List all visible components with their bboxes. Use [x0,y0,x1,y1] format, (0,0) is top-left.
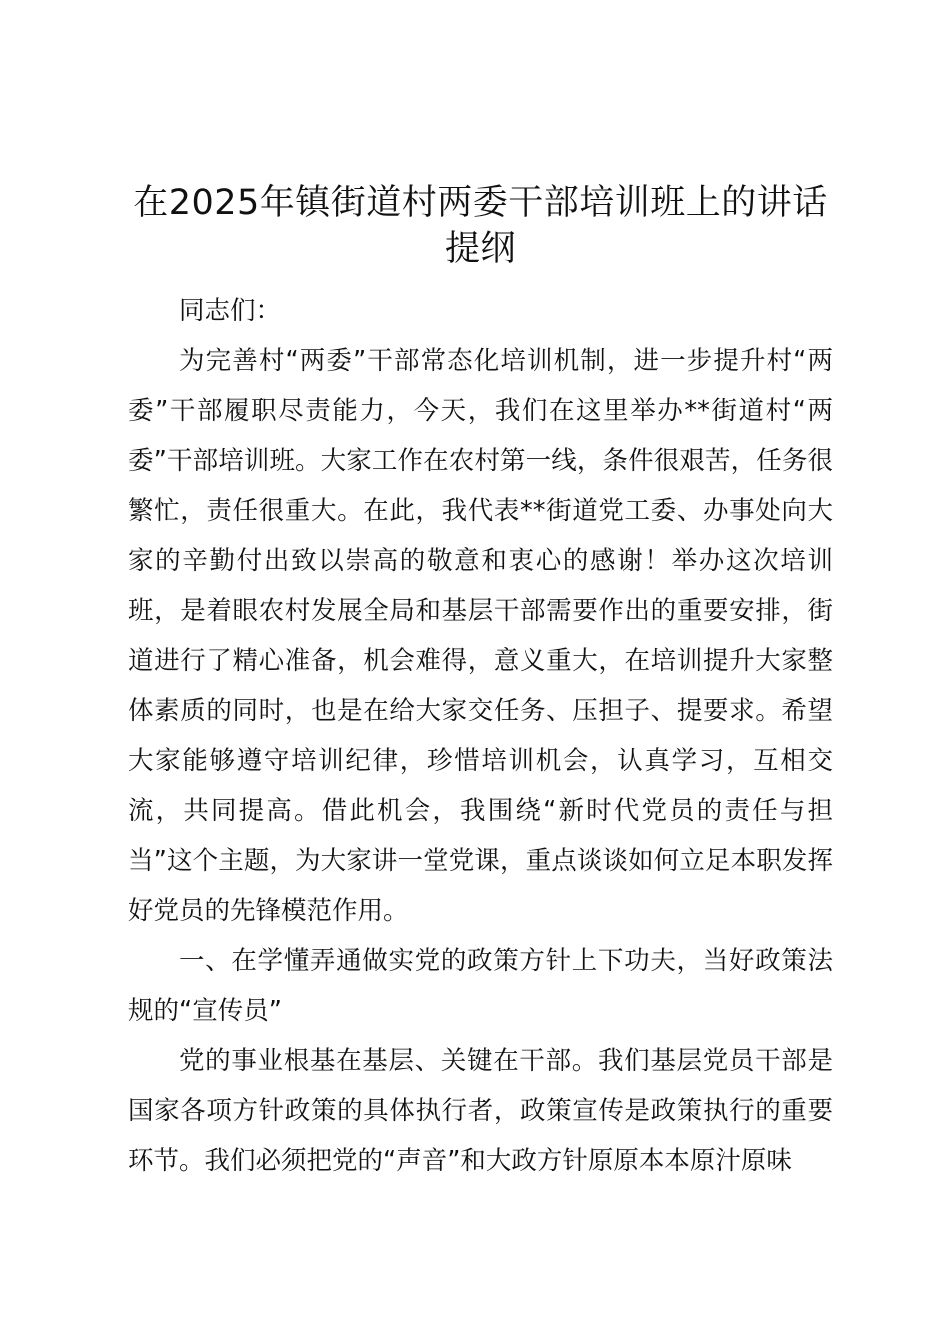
document-page [128,180,833,1186]
section-1-heading: 一、在学懂弄通做实党的政策方针上下功夫，当好政策法规的“宣传员” [128,946,833,1026]
title-line-1: 在2025年镇街道村两委干部培训班上的讲话 [133,183,828,223]
title-line-2: 提纲 [444,229,516,269]
salutation: 同志们： [179,296,282,326]
section-1-paragraph: 党的事业根基在基层、关键在干部。我们基层党员干部是国家各项方针政策的具体执行者，政策宣传是政策执行的重要环节。我们必须把党的“声音”和大政方针原原本本原汁原味 [128,1046,833,1176]
document-title [114,180,847,272]
document-body [128,286,833,1186]
intro-paragraph: 为完善村“两委”干部常态化培训机制，进一步提升村“两委”干部履职尽责能力，今天，我们在这里举办**街道村“两委”干部培训班。大家工作在农村第一线，条件很艰苦，任务很繁忙，责任很重大。在此，我代表**街道党工委、办事处向大家的辛勤付出致以崇高的敬意和衷心的感谢！举办这次培训班，是着眼农村发展全局和基层干部需要作出的重要安排，街道进行了精心准备，机会难得，意义重大，在培训提升大家整体素质的同时，也是在给大家交任务、压担子、提要求。希望大家能够遵守培训纪律，珍惜培训机会，认真学习，互相交流，共同提高。借此机会，我围绕“新时代党员的责任与担当”这个主题，为大家讲一堂党课，重点谈谈如何立足本职发挥好党员的先锋模范作用。 [128,346,833,926]
